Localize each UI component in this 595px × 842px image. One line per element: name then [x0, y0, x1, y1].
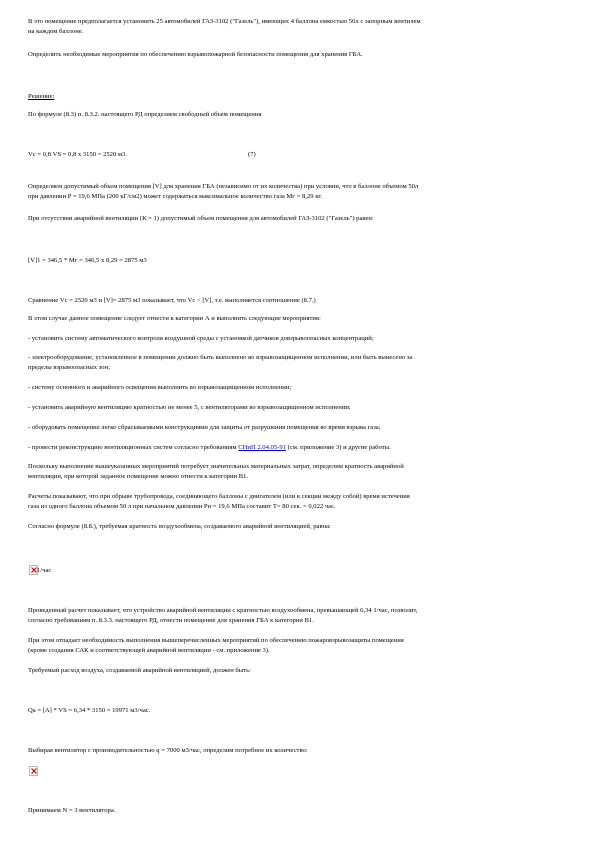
paragraph-task-line-2: на каждом баллоне.	[28, 28, 84, 35]
paragraph-task-goal: Определить необходимые мероприятия по обеспечению взрывопожарной безопасности помещения для хранения ГБА.	[28, 51, 363, 58]
paragraph-result-line-1: Проведенный расчет показывает, что устройство аварийной вентиляции с кратностью воздухообмена, превышающей 6,34 1/час, позволит,	[28, 607, 418, 614]
list-item-emergency-ventilation: - установить аварийную вентиляцию кратностью не менее 5, с вентиляторами во взрывозащищенном исполнении;	[28, 404, 351, 411]
paragraph-no-need-line-2: (кроме создания САК и соответствующей аварийной вентиляции - см. приложение 3).	[28, 647, 270, 654]
paragraph-calculation-line-2: газа из одного баллона объемом 50 л при начальном давлении Рн = 19,6 МПа составит Т= 80 сек. = 0,022 час.	[28, 503, 336, 510]
paragraph-costs-line-2: вентиляции, при которой заданное помещение можно отнести к категории В1.	[28, 473, 249, 480]
formula-number-7: (7)	[248, 151, 256, 158]
list-item-blowout-panels: - оборудовать помещение легко сбрасываемыми конструкциями для защиты от разрушения помещения во время взрыва газа;	[28, 424, 381, 431]
formula-unit-per-hour: 1/час	[37, 567, 52, 574]
paragraph-no-need-line-1: При этом отпадает необходимость выполнения вышеперечисленных мероприятий по обеспечению пожаровзрывозащиты помещения	[28, 637, 404, 644]
list-item-reconstruction	[28, 443, 391, 453]
paragraph-fan-selection: Выбирая вентилятор с производительностью q = 7000 м3/час, определим потребное их количество:	[28, 747, 308, 754]
paragraph-calculation-line-1: Расчеты показывают, что при обрыве трубопровода, соединяющего баллоны с двигателем (или в секции между собой) время истечения	[28, 493, 410, 500]
paragraph-comparison: Сравнение Vс = 2520 м3 и [V]= 2875 м3 показывает, что Vс < [V], т.е. выполняется соотношение (8.7.)	[28, 297, 316, 304]
list-item-electrical-line-2: пределы взрывоопасных зон;	[28, 364, 110, 371]
list-item-lighting: - систему основного и аварийного освещения выполнить во взрывозащищенном исполнении;	[28, 384, 292, 391]
list-item-electrical-line-1: - электрооборудование, установленное в помещении должно быть выполнено во взрывозащищенном исполнении, или быть вынесено за	[28, 354, 413, 361]
snip-link[interactable]: СНиП 2.04.05-91	[238, 444, 286, 451]
list-item-gas-control: - установить систему автоматического контроля воздушной среды с установкой датчиков довзрывоопасных концентраций;	[28, 335, 374, 342]
paragraph-result-line-2: согласно требованиям п. 8.3.3. настоящего РД, отнести помещение для хранения ГБА к категории В1.	[28, 617, 314, 624]
solution-heading: Решение:	[28, 93, 55, 100]
paragraph-air-flow: Требуемый расход воздуха, создаваемой аварийной вентиляцией, должен быть:	[28, 667, 251, 674]
paragraph-allowed-volume-line-2: при давлении P = 19,6 МПа (200 кГ/см2) может содержаться максимальное количество газа Мг = 8,29 кг.	[28, 193, 323, 200]
formula-free-volume: Vс = 0,8 VS = 0,8 х 3150 = 2520 м3.	[28, 151, 128, 158]
paragraph-task-line-1: В это помещение предполагается установить 25 автомобилей ГАЗ-3102 ("Газель"), имеющих 4 баллона емкостью 50л с запорным вентилем	[28, 18, 421, 25]
broken-image-icon	[29, 766, 38, 776]
formula-air-flow: Qa = [А] * VS = 6,34 * 3150 = 19971 м3/час.	[28, 707, 151, 714]
paragraph-category-a: В этом случае данное помещение следует отнести к категории А и выполнить следующие мероприятия:	[28, 315, 321, 322]
paragraph-costs-line-1: Поскольку выполнение вышеуказанных мероприятий потребует значительных материальных затрат, определим кратность аварийной	[28, 463, 404, 470]
formula-allowed-volume: [V]1 = 346,5 * Мг = 346,5 х 8,29 = 2875 м3	[28, 257, 147, 264]
paragraph-no-ventilation: При отсутствии аварийной вентиляции (К = 1) допустимый объем помещения для автомобилей ГАЗ-3102 ("Газель") равен:	[28, 215, 374, 222]
paragraph-free-volume: По формуле (8.3) п. 8.3.2. настоящего РД определяем свободный объем помещения	[28, 111, 262, 118]
paragraph-allowed-volume-line-1: Определяем допустимый объем помещения [V] для хранения ГБА (независимо от их количества) при условии, что в баллоне объемом 50л	[28, 183, 419, 190]
reconstruction-text-after: (см. приложение 3) и другие работы.	[287, 444, 391, 451]
paragraph-air-exchange: Согласно формуле (8.8.), требуемая кратность воздухообмена, создаваемого аварийной вентиляцией, равна:	[28, 523, 331, 530]
paragraph-fan-count: Принимаем N = 3 вентилятора.	[28, 807, 116, 814]
reconstruction-text-before: - провести реконструкцию вентиляционных систем согласно требованиям	[28, 444, 237, 451]
